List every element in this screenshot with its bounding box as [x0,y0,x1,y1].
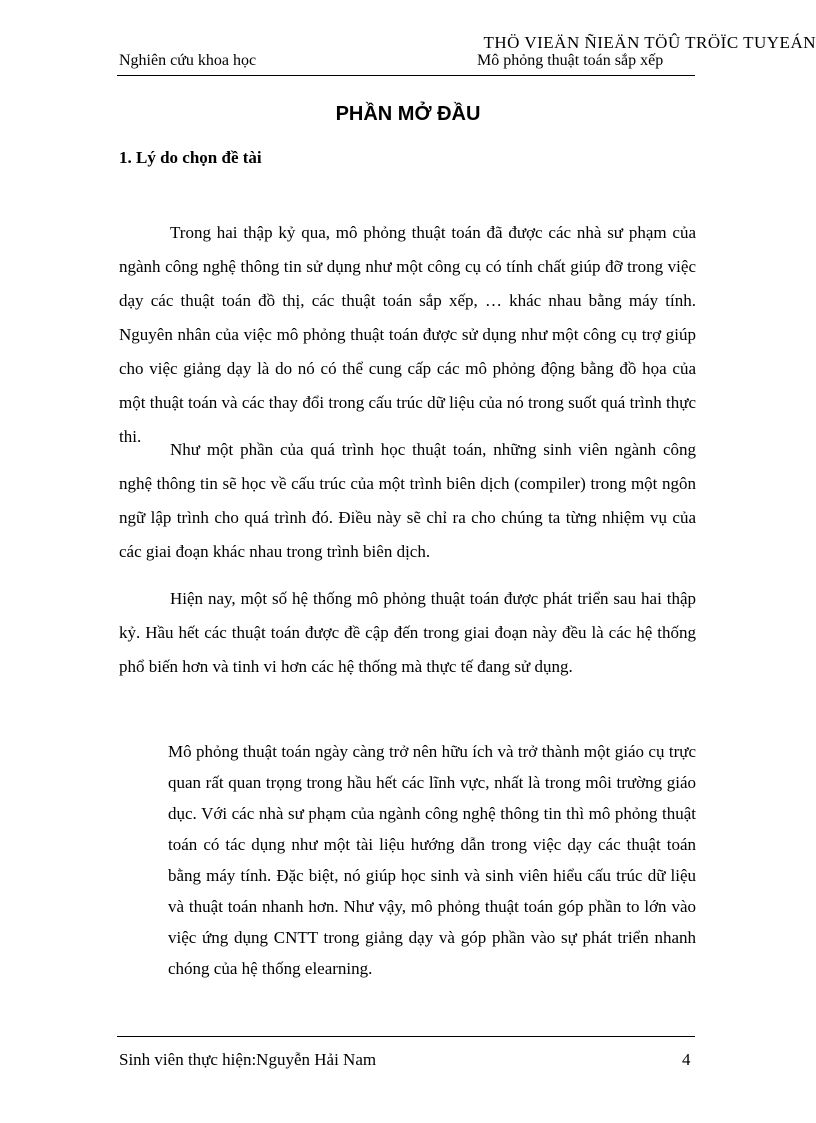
body-paragraph-1: Trong hai thập kỷ qua, mô phỏng thuật toán đã được các nhà sư phạm của ngành công nghệ thông tin sử dụng như một công cụ có tính chất giúp đỡ trong việc dạy các thuật toán đồ thị, các thuật toán sắp xếp, … khác nhau bằng máy tính. Nguyên nhân của việc mô phỏng thuật toán được sử dụng như một công cụ trợ giúp cho việc giảng dạy là do nó có thể cung cấp các mô phỏng động bằng đồ họa của một thuật toán và các thay đổi trong cấu trúc dữ liệu của nó trong suốt quá trình thực thi. [119,223,696,446]
page-number: 4 [682,1050,691,1069]
header-divider [117,75,695,76]
footer-divider [117,1036,695,1037]
body-paragraph-2: Như một phần của quá trình học thuật toán, những sinh viên ngành công nghệ thông tin sẽ học về cấu trúc của một trình biên dịch (compiler) trong một ngôn ngữ lập trình cho quá trình đó. Điều này sẽ chỉ ra cho chúng ta từng nhiệm vụ của các giai đoạn khác nhau trong trình biên dịch. [119,440,696,561]
header-left-text: Nghiên cứu khoa học [119,52,257,69]
library-watermark: THÖ VIEÄN ÑIEÄN TÖÛ TRÖÏC TUYEÁN [483,33,816,52]
page-title: PHẦN MỞ ĐẦU [335,103,481,125]
footer-author: Sinh viên thực hiện:Nguyễn Hải Nam [119,1050,377,1069]
block-quote: Mô phỏng thuật toán ngày càng trở nên hữu ích và trở thành một giáo cụ trực quan rất quan trọng trong hầu hết các lĩnh vực, nhất là trong môi trường giáo dục. Với các nhà sư phạm của ngành công nghệ thông tin thì mô phỏng thuật toán có tác dụng như một tài liệu hướng dẫn trong việc dạy các thuật toán bằng máy tính. Đặc biệt, nó giúp học sinh và sinh viên hiểu cấu trúc dữ liệu và thuật toán nhanh hơn. Như vậy, mô phỏng thuật toán góp phần to lớn vào việc ứng dụng CNTT trong giảng dạy và góp phần vào sự phát triển nhanh chóng của hệ thống elearning. [168,742,696,978]
section-heading: 1. Lý do chọn đề tài [119,148,262,167]
body-paragraph-3: Hiện nay, một số hệ thống mô phỏng thuật toán được phát triển sau hai thập kỷ. Hầu hết các thuật toán được đề cập đến trong giai đoạn này đều là các hệ thống phổ biến hơn và tinh vi hơn các hệ thống mà thực tế đang sử dụng. [119,589,696,676]
header-right-text: Mô phỏng thuật toán sắp xếp [477,52,664,69]
